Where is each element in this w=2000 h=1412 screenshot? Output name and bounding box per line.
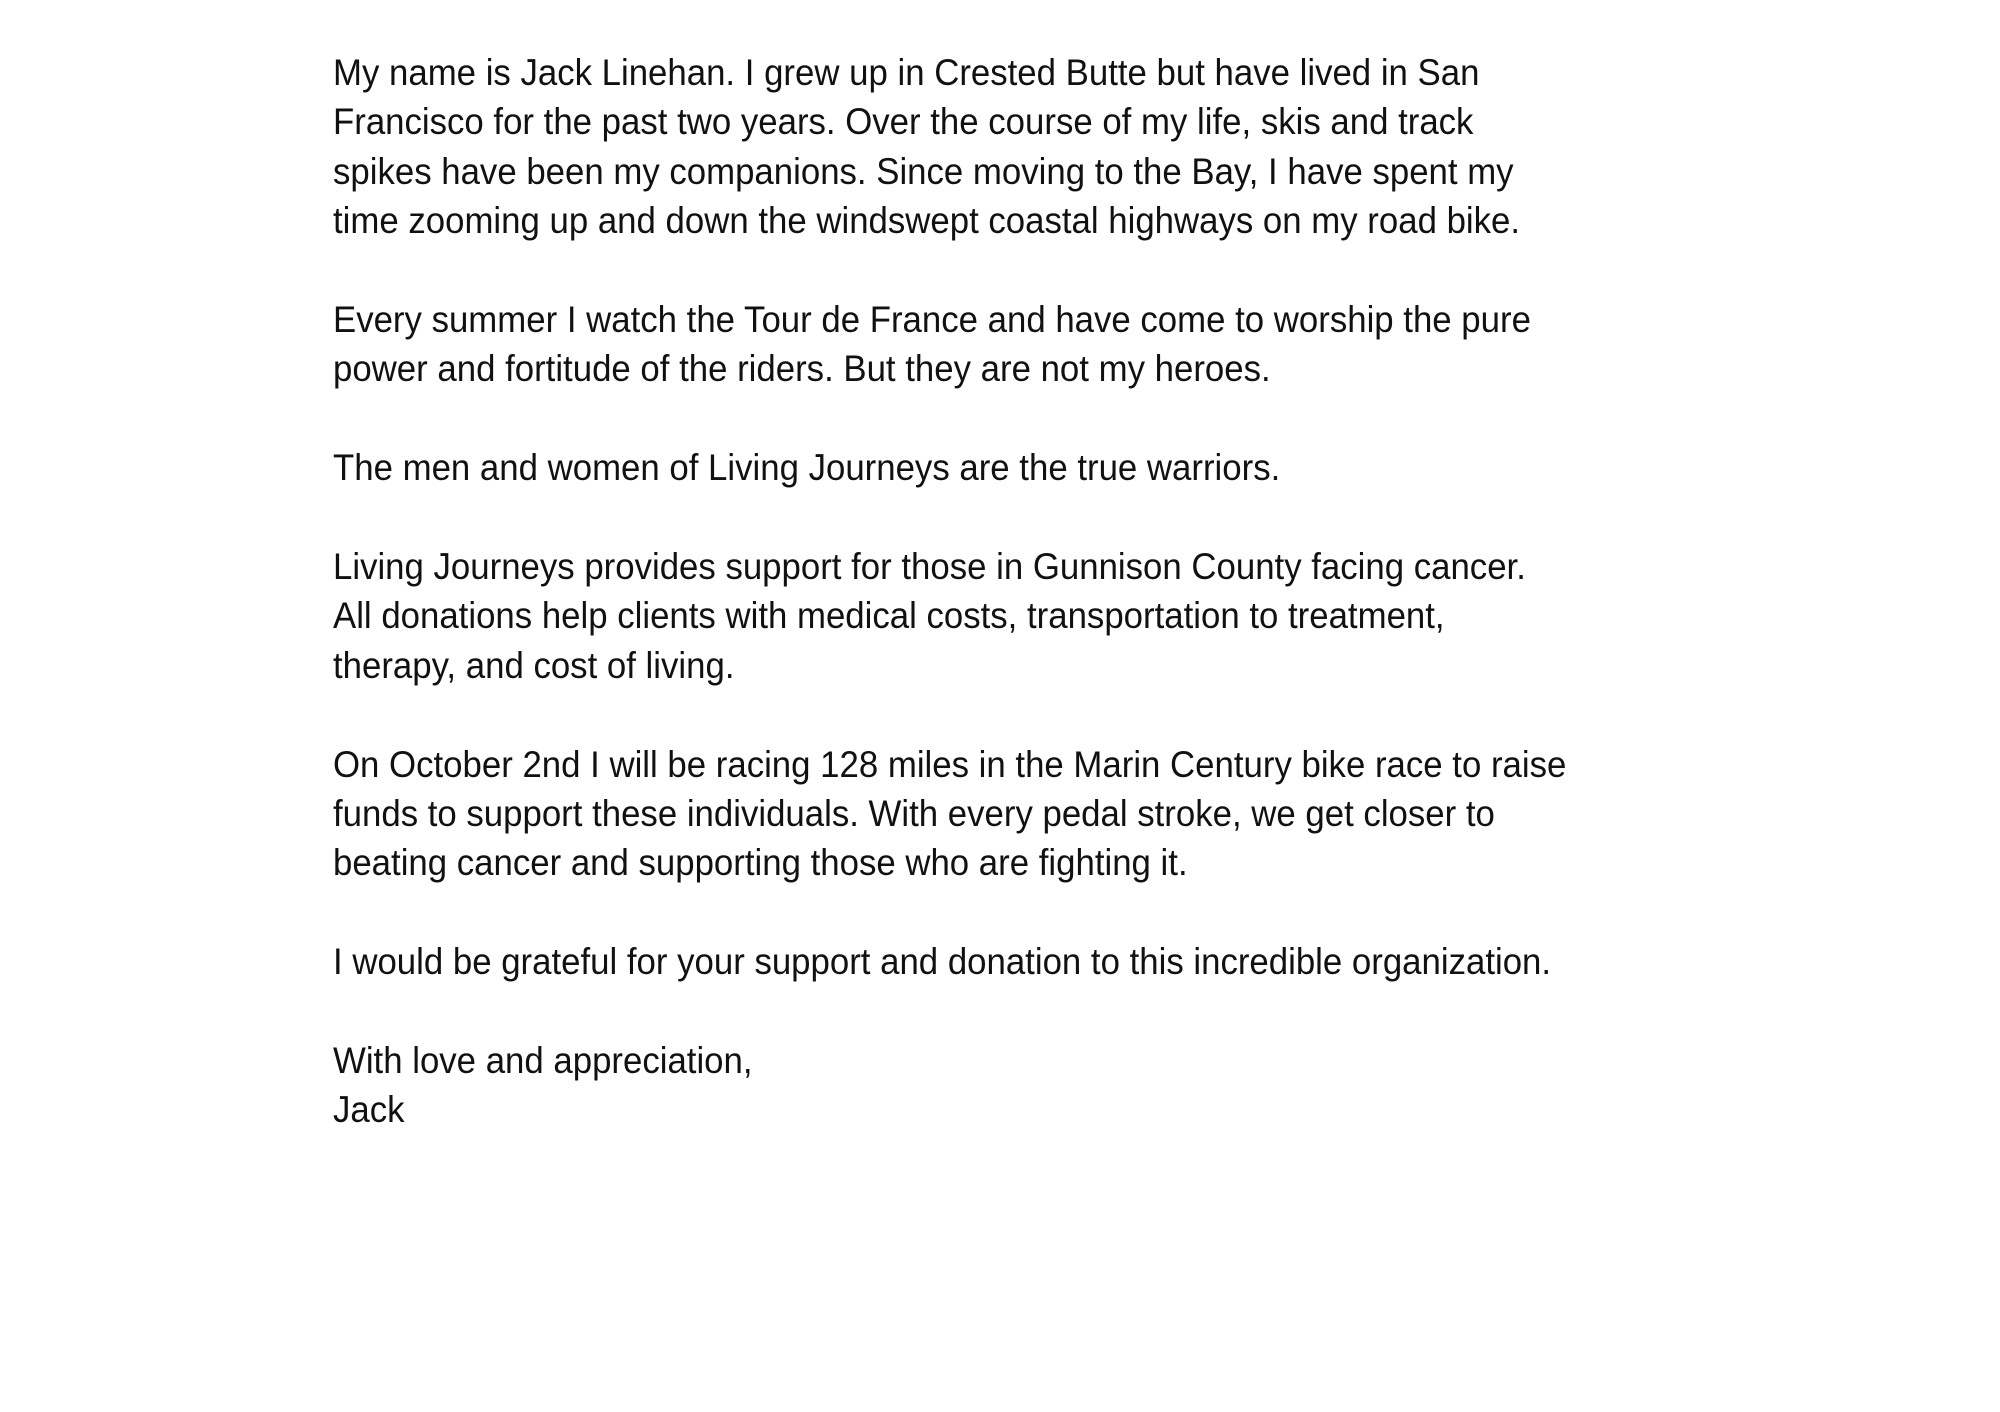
text-line: funds to support these individuals. With every pedal stroke, we get closer to [333,793,1495,835]
paragraph-tour-de-france [333,295,1753,394]
paragraph-race [333,740,1753,888]
signature: Jack [333,1089,405,1131]
text-line: Living Journeys provides support for those in Gunnison County facing cancer. [333,546,1526,588]
closing-line: With love and appreciation, [333,1040,753,1082]
text-line: All donations help clients with medical costs, transportation to treatment, [333,595,1445,637]
text-line: The men and women of Living Journeys are the true warriors. [333,447,1281,489]
text-line: therapy, and cost of living. [333,644,735,686]
text-line: beating cancer and supporting those who are fighting it. [333,842,1188,884]
text-line: Every summer I watch the Tour de France and have come to worship the pure [333,299,1531,341]
paragraph-organization [333,542,1753,690]
text-line: time zooming up and down the windswept coastal highways on my road bike. [333,200,1521,242]
closing-block [333,1036,1753,1135]
text-line: power and fortitude of the riders. But they are not my heroes. [333,348,1271,390]
letter-body [333,48,1753,1184]
text-line: My name is Jack Linehan. I grew up in Crested Butte but have lived in San [333,52,1480,93]
text-line: spikes have been my companions. Since moving to the Bay, I have spent my [333,150,1514,192]
text-line: Francisco for the past two years. Over the course of my life, skis and track [333,101,1474,143]
text-line: On October 2nd I will be racing 128 miles in the Marin Century bike race to raise [333,743,1567,785]
text-line: I would be grateful for your support and donation to this incredible organization. [333,941,1552,983]
paragraph-request [333,937,1753,986]
paragraph-warriors [333,443,1753,492]
paragraph-intro [333,48,1753,246]
